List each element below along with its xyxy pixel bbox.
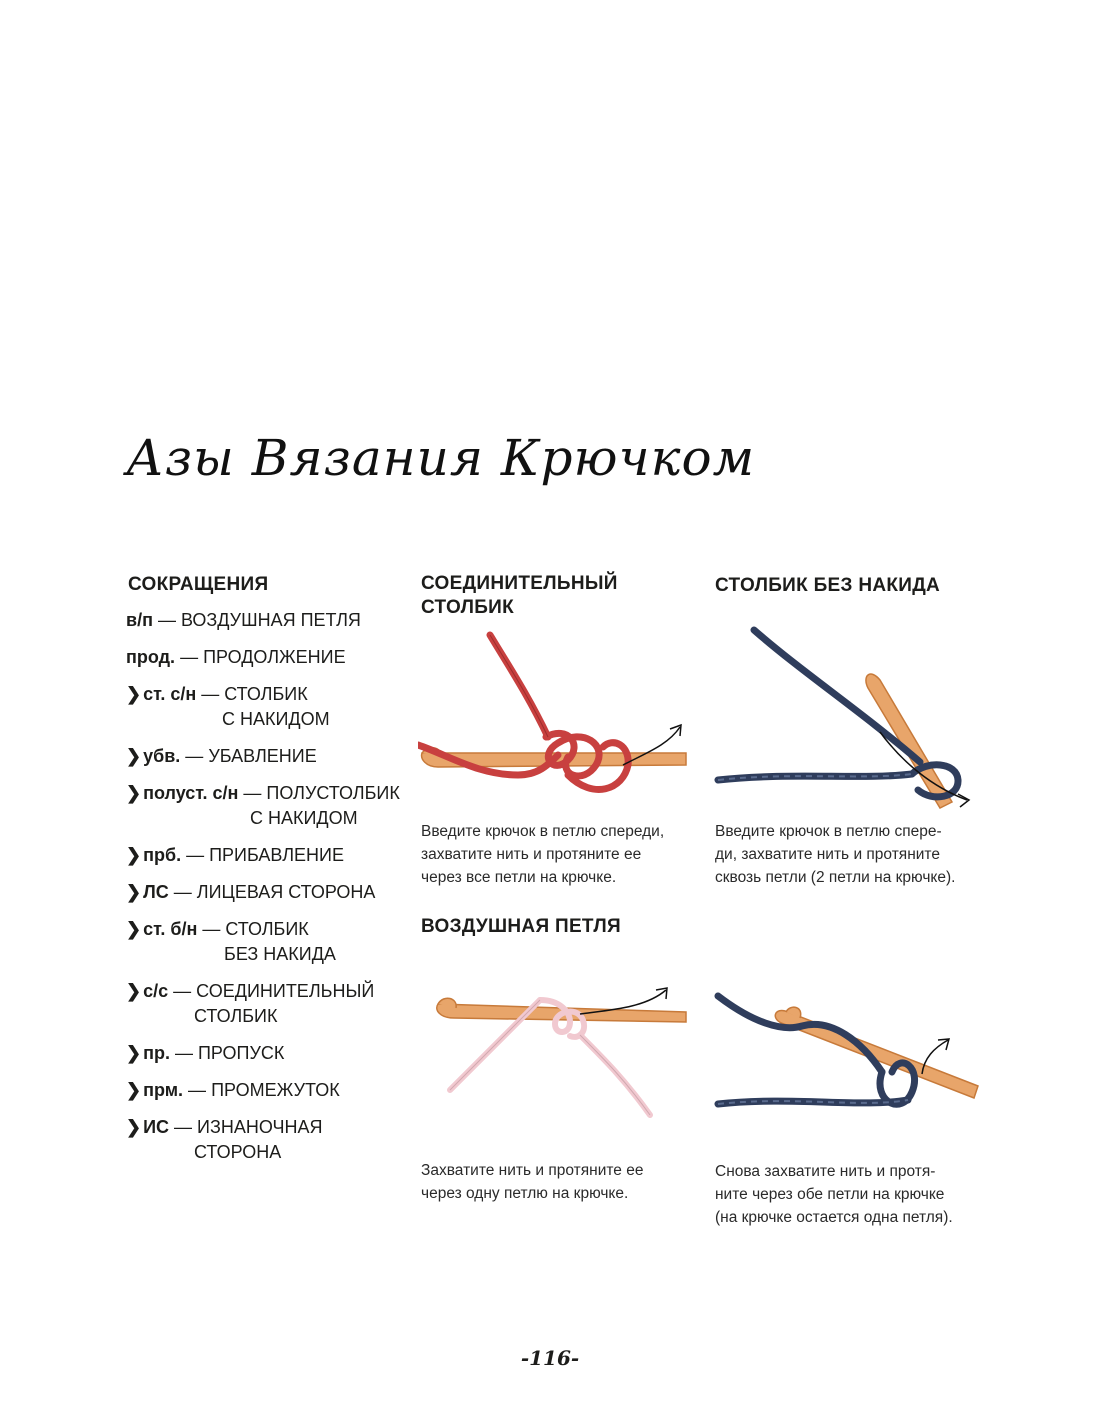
chain-illustration bbox=[430, 980, 692, 1120]
chevron-right-icon: ❯ bbox=[126, 783, 142, 803]
abbr-item bbox=[126, 608, 361, 633]
abbr-definition: ПОЛУСТОЛБИК bbox=[266, 783, 400, 803]
abbr-term: полуст. с/н bbox=[143, 783, 239, 803]
abbr-item bbox=[126, 1041, 284, 1066]
chevron-right-icon: ❯ bbox=[126, 882, 142, 902]
chevron-right-icon: ❯ bbox=[126, 746, 142, 766]
abbr-term: ст. б/н bbox=[143, 919, 198, 939]
single-crochet-caption-2 bbox=[715, 1160, 953, 1229]
abbr-definition-cont: С НАКИДОМ bbox=[222, 709, 330, 729]
slip-stitch-title-line1: СОЕДИНИТЕЛЬНЫЙ bbox=[421, 573, 618, 594]
abbr-definition: ИЗНАНОЧНАЯ bbox=[197, 1117, 323, 1137]
abbr-sep: — bbox=[181, 845, 210, 865]
abbr-sep: — bbox=[168, 882, 197, 902]
abbr-sep: — bbox=[238, 783, 267, 803]
abbr-term: ИС bbox=[143, 1117, 170, 1137]
slip-stitch-title bbox=[421, 572, 618, 620]
single-crochet-step1-illustration bbox=[712, 622, 982, 812]
abbr-item bbox=[126, 1078, 340, 1103]
abbr-item bbox=[126, 917, 336, 967]
abbr-sep: — bbox=[169, 1117, 198, 1137]
abbr-term: ст. с/н bbox=[143, 684, 197, 704]
chevron-right-icon: ❯ bbox=[126, 1080, 142, 1100]
abbr-item bbox=[126, 843, 344, 868]
abbr-sep: — bbox=[168, 981, 197, 1001]
abbr-item bbox=[126, 1115, 322, 1165]
abbr-definition: ЛИЦЕВАЯ СТОРОНА bbox=[196, 882, 376, 902]
abbr-definition-cont: СТОРОНА bbox=[194, 1142, 282, 1162]
single-crochet-step2-illustration bbox=[712, 982, 984, 1130]
page-title: Азы Вязания Крючком bbox=[126, 429, 756, 487]
abbr-definition: СТОЛБИК bbox=[224, 684, 308, 704]
abbr-term: ЛС bbox=[143, 882, 169, 902]
caption-line: Введите крючок в петлю спереди, bbox=[421, 823, 665, 840]
abbr-item bbox=[126, 645, 346, 670]
caption-line: через одну петлю на крючке. bbox=[421, 1185, 629, 1202]
abbr-definition-cont: БЕЗ НАКИДА bbox=[224, 944, 336, 964]
abbr-term: прб. bbox=[143, 845, 182, 865]
abbreviations-heading: СОКРАЩЕНИЯ bbox=[128, 574, 269, 595]
abbr-item bbox=[126, 979, 374, 1029]
abbr-sep: — bbox=[152, 610, 181, 630]
abbr-definition: ПРОМЕЖУТОК bbox=[211, 1080, 340, 1100]
abbr-definition: СТОЛБИК bbox=[225, 919, 309, 939]
abbr-term: прод. bbox=[126, 647, 176, 667]
abbr-definition: УБАВЛЕНИЕ bbox=[208, 746, 317, 766]
crochet-hook-icon bbox=[866, 674, 952, 808]
chain-caption bbox=[421, 1159, 643, 1205]
caption-line: Захватите нить и протяните ее bbox=[421, 1162, 644, 1179]
single-crochet-caption-1 bbox=[715, 820, 955, 889]
abbr-definition-cont: СТОЛБИК bbox=[194, 1006, 278, 1026]
caption-line: через все петли на крючке. bbox=[421, 869, 617, 886]
caption-line: захватите нить и протяните ее bbox=[421, 846, 642, 863]
abbr-term: убв. bbox=[143, 746, 181, 766]
abbr-sep: — bbox=[180, 746, 209, 766]
abbr-definition: СОЕДИНИТЕЛЬНЫЙ bbox=[196, 981, 375, 1001]
abbr-sep: — bbox=[169, 1043, 198, 1063]
chevron-right-icon: ❯ bbox=[126, 684, 142, 704]
abbr-term: с/с bbox=[143, 981, 169, 1001]
caption-line: Снова захватите нить и протя- bbox=[715, 1163, 936, 1180]
abbr-definition-cont: С НАКИДОМ bbox=[250, 808, 358, 828]
chevron-right-icon: ❯ bbox=[126, 1117, 142, 1137]
abbr-item bbox=[126, 682, 330, 732]
chain-title: ВОЗДУШНАЯ ПЕТЛЯ bbox=[421, 916, 621, 937]
abbr-item bbox=[126, 744, 317, 769]
abbr-term: прм. bbox=[143, 1080, 184, 1100]
page-number: -116- bbox=[520, 1346, 580, 1370]
abbr-sep: — bbox=[175, 647, 204, 667]
caption-line: (на крючке остается одна петля). bbox=[715, 1209, 953, 1226]
single-crochet-title: СТОЛБИК БЕЗ НАКИДА bbox=[715, 575, 941, 596]
abbr-item bbox=[126, 880, 375, 905]
abbr-definition: ПРОПУСК bbox=[197, 1043, 285, 1063]
abbr-term: в/п bbox=[126, 610, 153, 630]
caption-line: сквозь петли (2 петли на крючке). bbox=[715, 869, 956, 886]
caption-line: Введите крючок в петлю спере- bbox=[715, 823, 942, 840]
chevron-right-icon: ❯ bbox=[126, 981, 142, 1001]
abbr-definition: ПРОДОЛЖЕНИЕ bbox=[203, 647, 346, 667]
caption-line: ните через обе петли на крючке bbox=[715, 1186, 945, 1203]
slip-stitch-illustration bbox=[418, 625, 698, 820]
slip-stitch-title-line2: СТОЛБИК bbox=[421, 597, 515, 618]
abbr-item bbox=[126, 781, 400, 831]
abbr-sep: — bbox=[183, 1080, 212, 1100]
chevron-right-icon: ❯ bbox=[126, 1043, 142, 1063]
abbr-sep: — bbox=[197, 919, 226, 939]
abbr-sep: — bbox=[196, 684, 225, 704]
abbr-definition: ВОЗДУШНАЯ ПЕТЛЯ bbox=[180, 610, 361, 630]
chevron-right-icon: ❯ bbox=[126, 919, 142, 939]
caption-line: ди, захватите нить и протяните bbox=[715, 846, 940, 863]
abbr-term: пр. bbox=[143, 1043, 170, 1063]
slip-stitch-caption bbox=[421, 820, 664, 889]
abbr-definition: ПРИБАВЛЕНИЕ bbox=[209, 845, 344, 865]
chevron-right-icon: ❯ bbox=[126, 845, 142, 865]
